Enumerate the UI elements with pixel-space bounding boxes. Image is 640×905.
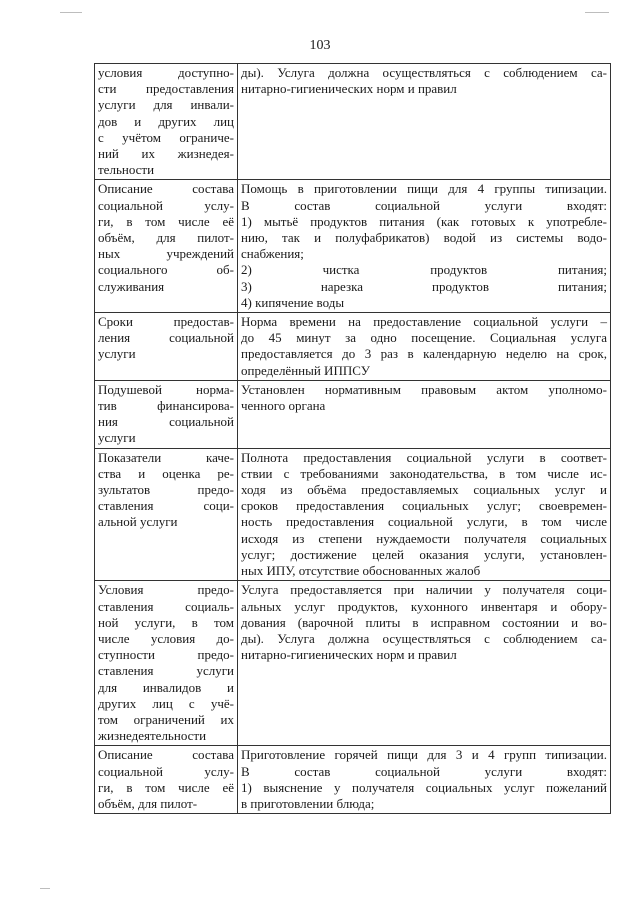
cell-text-line: ступности предо- [98,647,234,663]
table-row [95,746,611,814]
cell-text-line: зультатов предо- [98,482,234,498]
cell-text-line: Сроки предостав- [98,314,234,330]
row-content-cell [238,64,611,180]
row-content-cell [238,180,611,313]
cell-text-line: 1) мытьё продуктов питания (как готовых к употребле- [241,213,607,229]
cell-text-line: предоставляется до 3 раз в календарную неделю на срок, [241,346,607,362]
cell-text-line: числе условия до- [98,630,234,646]
row-content-cell [238,448,611,581]
cell-text-line: ность предоставления социальной услуги, в том числе [241,514,607,530]
cell-text-line: социального об- [98,262,234,278]
row-label-cell [95,746,238,814]
cell-text-line: нию, так и полуфабрикатов) водой из системы водо- [241,230,607,246]
cell-text-line: других лиц с учё- [98,695,234,711]
cell-text-line: ды). Услуга должна осуществляться с соблюдением са- [241,630,607,646]
cell-text-line: услуги для инвали- [98,97,234,113]
cell-text-line: Условия предо- [98,582,234,598]
scan-mark-top-right [585,12,609,13]
cell-text-line: ных ИПУ, отсутствие обоснованных жалоб [241,563,481,579]
cell-text-line: для инвалидов и [98,679,234,695]
cell-text-line: ходя из объёма предоставляемых социальных услуг и [241,482,607,498]
row-label-cell [95,313,238,381]
cell-text-line: ствии с требованиями законодательства, в том числе ис- [241,465,607,481]
row-label-cell [95,581,238,746]
table-row [95,581,611,746]
row-label-cell [95,448,238,581]
page-number: 103 [309,38,331,53]
cell-text-line: объём, для пилот- [98,795,198,811]
services-table [94,63,611,814]
cell-text-line: ченного органа [241,398,326,414]
cell-text-line: том ограничений их [98,711,234,727]
cell-text-line: альной услуги [98,514,178,530]
cell-text-line: ной услуги, в том [98,614,234,630]
cell-text-line: Показатели каче- [98,449,234,465]
cell-text-line: ства и оценка ре- [98,465,234,481]
table-row [95,180,611,313]
cell-text-line: Помощь в приготовлении пищи для 4 группы типизации. [241,181,607,197]
cell-text-line: дования (варочной плиты в исправном состоянии и во- [241,614,607,630]
cell-text-line: условия доступно- [98,65,234,80]
cell-text-line: ставления социаль- [98,598,234,614]
row-label-cell [95,380,238,448]
cell-text-line: Норма времени на предоставление социальной услуги – [241,314,607,330]
cell-text-line: 2) чистка продуктов питания; [241,262,607,278]
cell-text-line: ставления соци- [98,498,234,514]
cell-text-line: ления социальной [98,330,234,346]
row-content-cell [238,313,611,381]
cell-text-line: услуг; достижение целей оказания услуги, установлен- [241,546,607,562]
cell-text-line: в приготовлении блюда; [241,795,375,811]
cell-text-line: определённый ИППСУ [241,362,370,378]
table-row [95,448,611,581]
cell-text-line: Подушевой норма- [98,381,234,397]
cell-text-line: дов и других лиц [98,113,234,129]
cell-text-line: с учётом ограниче- [98,129,234,145]
cell-text-line: услуги [98,430,136,446]
cell-text-line: ги, в том числе её [98,213,234,229]
cell-text-line: В состав социальной услуги входят: [241,763,607,779]
row-content-cell [238,581,611,746]
cell-text-line: 4) кипячение воды [241,294,345,310]
scan-mark-top-left [60,12,82,13]
cell-text-line: Описание состава [98,747,234,763]
table-row [95,64,611,180]
cell-text-line: исходя из степени нуждаемости получателя социальных [241,530,607,546]
row-content-cell [238,380,611,448]
cell-text-line: услуги [98,346,136,362]
cell-text-line: Описание состава [98,181,234,197]
cell-text-line: служивания [98,278,165,294]
cell-text-line: тельности [98,162,155,178]
cell-text-line: сроков предоставления социальных услуг; своевремен- [241,498,607,514]
cell-text-line: ния социальной [98,414,234,430]
cell-text-line: сти предоставления [98,81,234,97]
cell-text-line: жизнедеятельности [98,728,207,744]
cell-text-line: ставления услуги [98,663,234,679]
cell-text-line: ний их жизнедея- [98,146,234,162]
row-content-cell [238,746,611,814]
cell-text-line: 1) выяснение у получателя социальных услуг пожеланий [241,779,607,795]
cell-text-line: Полнота предоставления социальной услуги в соответ- [241,449,607,465]
cell-text-line: снабжения; [241,246,304,262]
cell-text-line: ги, в том числе её [98,779,234,795]
table-row [95,380,611,448]
cell-text-line: до 45 минут за одно посещение. Социальная услуга [241,330,607,346]
cell-text-line: социальной услу- [98,197,234,213]
cell-text-line: нитарно-гигиенических норм и правил [241,647,457,663]
cell-text-line: нитарно-гигиенических норм и правил [241,81,457,97]
row-label-cell [95,180,238,313]
cell-text-line: Услуга предоставляется при наличии у получателя соци- [241,582,607,598]
cell-text-line: Приготовление горячей пищи для 3 и 4 групп типизации. [241,747,607,763]
cell-text-line: ных учреждений [98,246,234,262]
cell-text-line: Установлен нормативным правовым актом уполномо- [241,381,607,397]
scan-mark-bottom-left [40,888,50,889]
cell-text-line: альных услуг продуктов, кухонного инвентаря и обору- [241,598,607,614]
cell-text-line: 3) нарезка продуктов питания; [241,278,607,294]
cell-text-line: В состав социальной услуги входят: [241,197,607,213]
cell-text-line: объём, для пилот- [98,230,234,246]
table-row [95,313,611,381]
cell-text-line: ды). Услуга должна осуществляться с соблюдением са- [241,65,607,80]
cell-text-line: тив финансирова- [98,398,234,414]
row-label-cell [95,64,238,180]
cell-text-line: социальной услу- [98,763,234,779]
